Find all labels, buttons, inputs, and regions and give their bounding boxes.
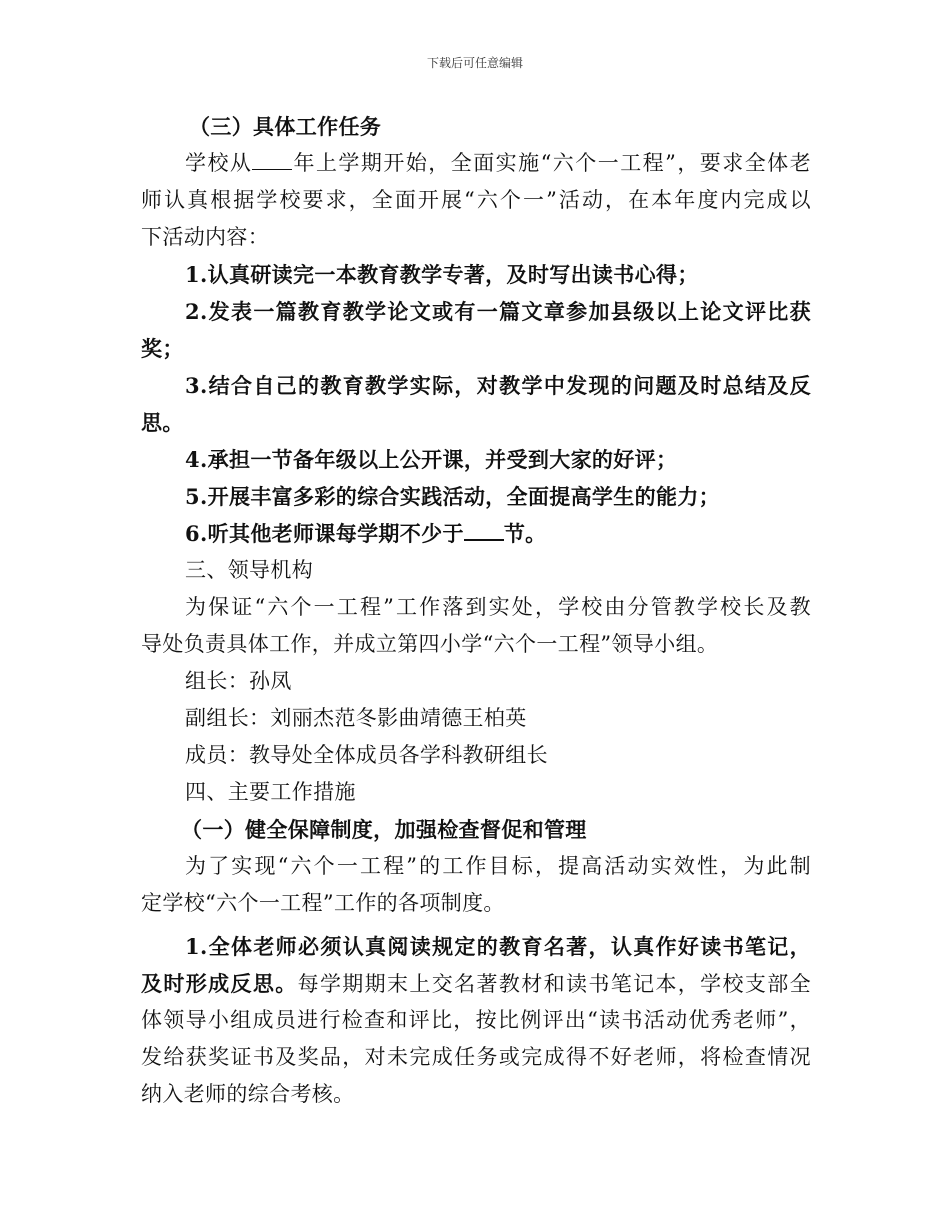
task-item-2-cont: 奖； bbox=[141, 336, 184, 361]
paragraph-line: 导处负责具体工作，并成立第四小学“六个一工程”领导小组。 bbox=[141, 632, 719, 656]
task-item-3: 3.结合自己的教育教学实际，对教学中发现的问题及时总结及反 bbox=[185, 373, 811, 398]
leader-line: 组长：孙凤 bbox=[185, 669, 292, 693]
task-item-2: 2.发表一篇教育教学论文或有一篇文章参加县级以上论文评比获 bbox=[185, 299, 811, 324]
measure-item-1-cont: 纳入老师的综合考核。 bbox=[141, 1082, 355, 1106]
deputy-leader-line: 副组长：刘丽杰范冬影曲靖德王柏英 bbox=[185, 706, 527, 730]
paragraph-line: 学校从 年上学期开始，全面实施“六个一工程”，要求全体老 bbox=[185, 151, 811, 175]
task-item-3-cont: 思。 bbox=[141, 410, 184, 435]
task-item-1: 1.认真研读完一本教育教学专著，及时写出读书心得； bbox=[185, 262, 699, 287]
section-heading-specific-tasks: （三）具体工作任务 bbox=[189, 114, 382, 139]
measure-item-1-cont: 体领导小组成员进行检查和评比，按比例评出“读书活动优秀老师”， bbox=[141, 1008, 811, 1032]
blank-year bbox=[252, 151, 292, 170]
measure-item-1: 1.全体老师必须认真阅读规定的教育名著，认真作好读书笔记， bbox=[185, 934, 811, 959]
header-note: 下载后可任意编辑 bbox=[426, 56, 523, 70]
paragraph-line: 定学校“六个一工程”工作的各项制度。 bbox=[141, 891, 505, 915]
task-item-5: 5.开展丰富多彩的综合实践活动，全面提高学生的能力； bbox=[185, 484, 721, 509]
blank-count bbox=[464, 521, 504, 541]
paragraph-line: 下活动内容： bbox=[141, 225, 270, 249]
sub-heading-safeguard: （一）健全保障制度，加强检查督促和管理 bbox=[181, 817, 587, 842]
paragraph-line: 为保证“六个一工程”工作落到实处，学校由分管教学校长及教 bbox=[185, 595, 811, 619]
members-line: 成员：教导处全体成员各学科教研组长 bbox=[185, 743, 548, 767]
task-item-4: 4.承担一节备年级以上公开课，并受到大家的好评； bbox=[185, 447, 678, 472]
paragraph-line: 师认真根据学校要求，全面开展“六个一”活动，在本年度内完成以 bbox=[141, 188, 811, 212]
paragraph-line: 为了实现“六个一工程”的工作目标，提高活动实效性，为此制 bbox=[185, 854, 811, 878]
document-page bbox=[141, 108, 811, 1113]
measure-item-1-cont: 及时形成反思。每学期期末上交名著教材和读书笔记本，学校支部全 bbox=[141, 971, 811, 996]
task-item-6: 6.听其他老师课每学期不少于 节。 bbox=[185, 521, 547, 546]
section-heading-measures: 四、主要工作措施 bbox=[185, 780, 356, 804]
section-heading-leadership: 三、领导机构 bbox=[185, 558, 314, 582]
measure-item-1-cont: 发给获奖证书及奖品，对未完成任务或完成得不好老师，将检查情况 bbox=[141, 1045, 811, 1069]
